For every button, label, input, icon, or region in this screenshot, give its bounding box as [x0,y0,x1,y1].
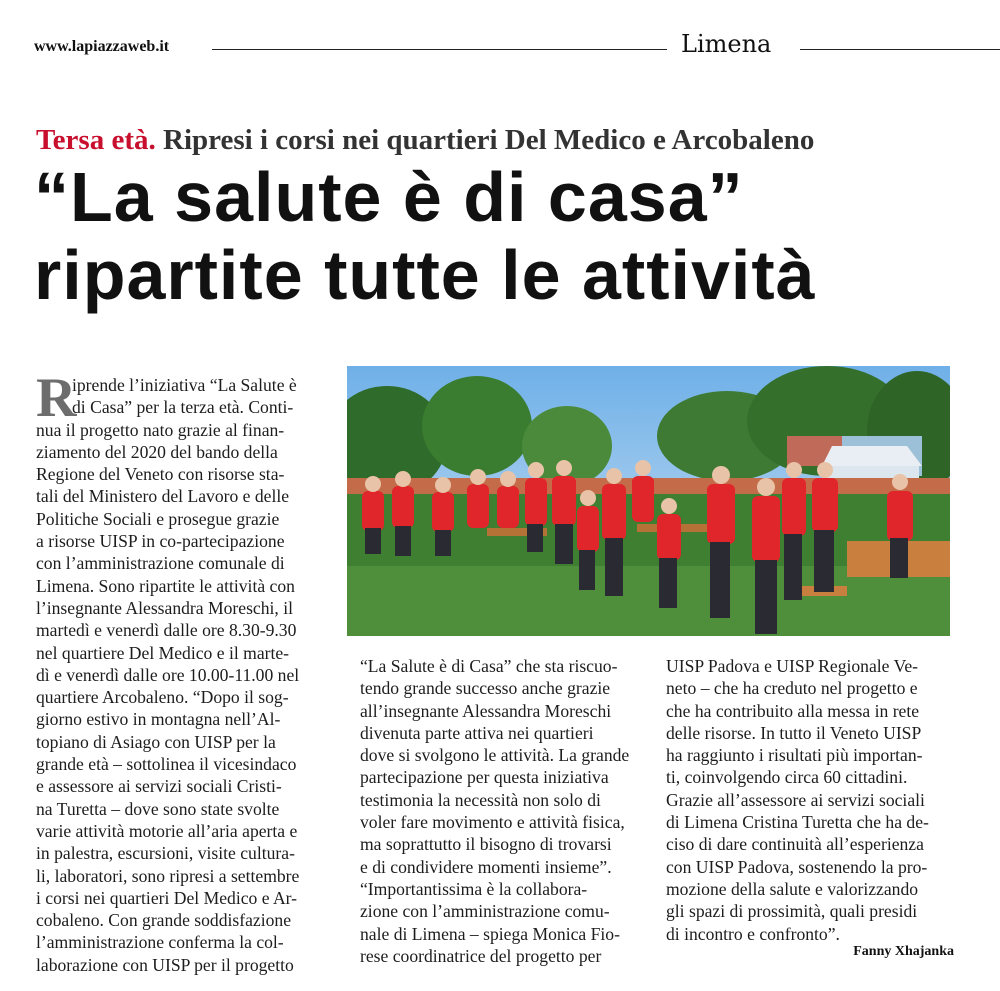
text-line: con UISP Padova, sostenendo la pro- [666,856,928,877]
text-line: all’insegnante Alessandra Moreschi [360,700,612,721]
text-line: testimonia la necessità non solo di [360,789,601,810]
text-line: l’amministrazione conferma la col- [36,932,284,953]
text-line: UISP Padova e UISP Regionale Ve- [666,656,918,676]
text-line: tali del Ministero del Lavoro e delle [36,486,290,507]
text-line: a risorse UISP in co-partecipazione [36,531,285,552]
text-line: iprende l’iniziativa “La Salute è [72,375,297,395]
text-line: nel quartiere Del Medico e il marte- [36,642,290,663]
text-line: neto – che ha creduto nel progetto e [666,678,918,699]
text-line: zione con l’amministrazione comu- [360,901,610,922]
group-photo-illustration [347,366,950,636]
text-line: dì e venerdì dalle ore 10.00-11.00 nel [36,664,300,685]
text-line: l’insegnante Alessandra Moreschi, il [36,597,293,618]
text-line: martedì e venerdì dalle ore 8.30-9.30 [36,620,297,641]
text-line: quartiere Arcobaleno. “Dopo il sog- [36,687,289,708]
site-url[interactable]: www.lapiazzaweb.it [34,38,170,55]
text-line: Politiche Sociali e prosegue grazie [36,508,280,529]
text-line: di incontro e confronto”. [666,923,840,944]
text-line: di Limena Cristina Turetta che ha de- [666,812,929,833]
article-column-3 [666,655,956,945]
section-title: Limena [681,30,772,58]
text-line: cobaleno. Con grande soddisfazione [36,910,292,931]
text-line: varie attività motorie all’aria aperta e [36,820,298,841]
drop-cap: R [36,367,77,429]
text-line: na Turetta – dove sono state svolte [36,798,280,819]
text-line: partecipazione per questa iniziativa [360,767,609,788]
author-byline: Fanny Xhajanka [853,944,954,959]
headline [34,158,974,314]
text-line: grande età – sottolinea il vicesindaco [36,754,297,775]
text-line: ha raggiunto i risultati più importan- [666,745,923,766]
text-line: e assessore ai servizi sociali Cristi- [36,776,282,797]
text-line: rese coordinatrice del progetto per [360,945,602,966]
text-line: divenuta parte attiva nei quartieri [360,722,594,743]
header-rule-right [800,49,1000,50]
text-line: con l’amministrazione comunale di [36,553,285,574]
text-line: topiano di Asiago con UISP per la [36,731,276,752]
text-line: Limena. Sono ripartite le attività con [36,575,295,596]
text-line: dove si svolgono le attività. La grande [360,745,630,766]
text-line: e di condividere momenti insieme”. [360,856,612,877]
text-line: ti, coinvolgendo circa 60 cittadini. [666,767,908,788]
text-line: gli spazi di prossimità, quali presidi [666,901,918,922]
text-line: giorno estivo in montagna nell’Al- [36,709,281,730]
text-line: li, laboratori, sono ripresi a settembre [36,865,300,886]
text-line: ma soprattutto il bisogno di trovarsi [360,834,612,855]
text-line: che ha contribuito alla messa in rete [666,700,920,721]
text-line: Grazie all’assessore ai servizi sociali [666,789,925,810]
text-line: laborazione con UISP per il progetto [36,954,294,975]
text-line: di Casa” per la terza età. Conti- [72,397,294,418]
text-line: delle risorse. In tutto il Veneto UISP [666,722,922,743]
header-rule-left [212,49,667,50]
text-line: tendo grande successo anche grazie [360,678,611,699]
kicker-label: Tersa età. [36,124,156,156]
text-line: nua il progetto nato grazie al finan- [36,419,285,440]
article-column-1 [36,367,336,976]
headline-line-2: ripartite tutte le attività [34,236,816,314]
headline-line-1: “La salute è di casa” [34,158,744,236]
article-photo [347,366,950,636]
text-line: voler fare movimento e attività fisica, [360,812,625,833]
text-line: i corsi nei quartieri Del Medico e Ar- [36,887,298,908]
page-header [0,0,1000,96]
article-column-2 [360,655,650,967]
text-line: “La Salute è di Casa” che sta riscuo- [360,656,618,676]
text-line: ciso di dare continuità all’esperienza [666,834,924,855]
text-line: nale di Limena – spiega Monica Fio- [360,923,620,944]
text-line: ziamento del 2020 del bando della [36,441,278,462]
kicker [36,124,814,157]
text-line: Regione del Veneto con risorse sta- [36,464,285,485]
text-line: “Importantissima è la collabora- [360,878,588,899]
kicker-text: Ripresi i corsi nei quartieri Del Medico e Arcobaleno [155,124,815,156]
text-line: mozione della salute e valorizzando [666,878,919,899]
text-line: in palestra, escursioni, visite cultura- [36,843,295,864]
